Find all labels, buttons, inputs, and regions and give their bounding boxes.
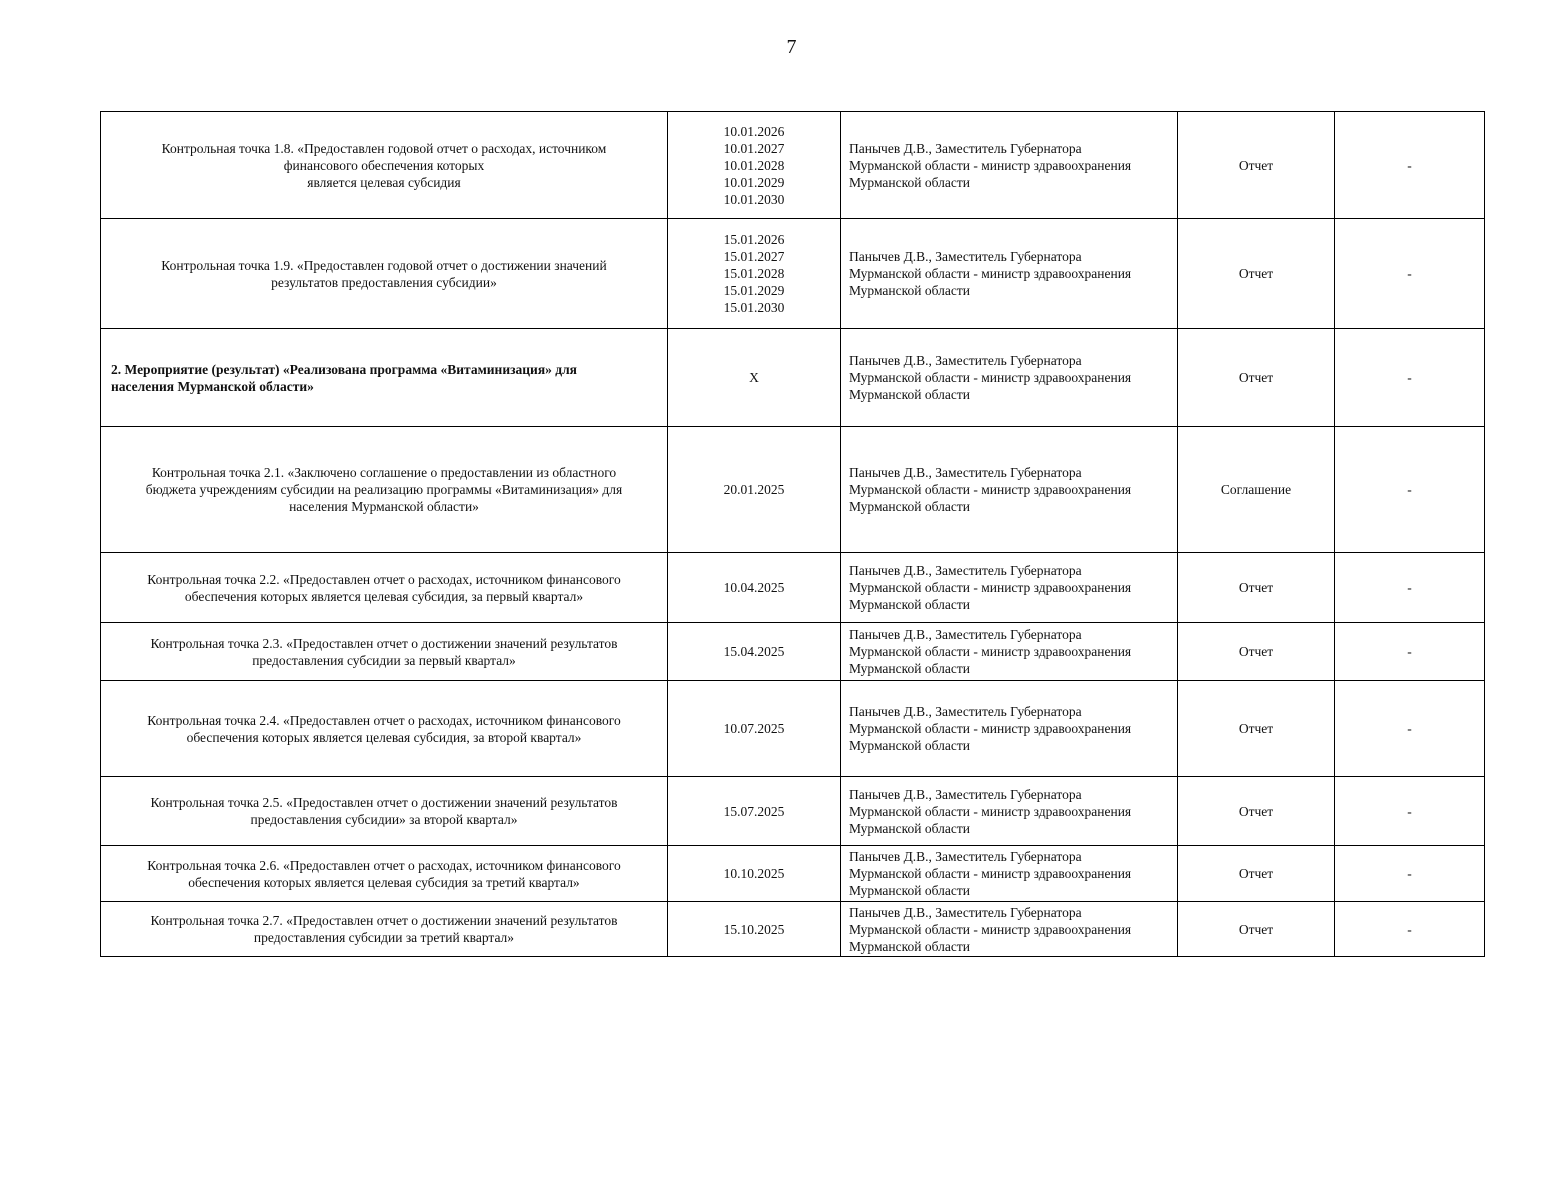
responsible-person-line: Панычев Д.В., Заместитель Губернатора bbox=[849, 140, 1082, 156]
checkpoint-dates-line: 10.04.2025 bbox=[723, 580, 785, 595]
responsible-person bbox=[841, 329, 1178, 427]
checkpoint-name bbox=[101, 553, 668, 623]
checkpoint-name-line: Контрольная точка 2.1. «Заключено соглашение о предоставлении из областного bbox=[151, 465, 617, 480]
table-row bbox=[101, 681, 1485, 777]
checkpoint-name-line: Контрольная точка 2.7. «Предоставлен отчет о достижении значений результатов bbox=[150, 913, 618, 928]
note-cell: - bbox=[1335, 219, 1485, 329]
checkpoint-name-line: Контрольная точка 2.2. «Предоставлен отчет о расходах, источником финансового bbox=[147, 571, 621, 587]
table-row bbox=[101, 427, 1485, 553]
checkpoint-name bbox=[101, 427, 668, 553]
checkpoint-name-line: населения Мурманской области» bbox=[111, 378, 314, 394]
checkpoint-dates-line: X bbox=[749, 370, 759, 385]
checkpoint-name-line: Контрольная точка 2.6. «Предоставлен отчет о расходах, источником финансового bbox=[147, 857, 621, 873]
note-cell: - bbox=[1335, 623, 1485, 681]
responsible-person-line: Мурманской области - министр здравоохранения bbox=[849, 580, 1132, 595]
note-cell: - bbox=[1335, 681, 1485, 777]
responsible-person bbox=[841, 112, 1178, 219]
responsible-person-line: Мурманской области - министр здравоохранения bbox=[849, 921, 1132, 937]
responsible-person-line: Мурманской области - министр здравоохранения bbox=[849, 482, 1132, 497]
checkpoint-dates-line: 15.01.2030 bbox=[723, 300, 785, 315]
checkpoint-name-line: обеспечения которых является целевая субсидия за третий квартал» bbox=[188, 874, 580, 890]
responsible-person bbox=[841, 623, 1178, 681]
checkpoint-dates-line: 10.10.2025 bbox=[723, 866, 785, 881]
responsible-person-line: Мурманской области bbox=[849, 283, 970, 298]
table-row bbox=[101, 902, 1485, 957]
responsible-person-line: Мурманской области bbox=[849, 883, 970, 898]
checkpoint-dates-line: 20.01.2025 bbox=[723, 482, 785, 497]
checkpoint-name-line: 2. Мероприятие (результат) «Реализована программа «Витаминизация» для bbox=[111, 361, 577, 377]
responsible-person-line: Панычев Д.В., Заместитель Губернатора bbox=[849, 563, 1082, 578]
checkpoint-name-line: Контрольная точка 1.9. «Предоставлен годовой отчет о достижении значений bbox=[161, 257, 607, 273]
responsible-person-line: Мурманской области bbox=[849, 820, 970, 836]
checkpoint-dates-line: 15.01.2027 bbox=[723, 249, 785, 264]
checkpoint-dates bbox=[668, 681, 841, 777]
checkpoint-dates-line: 10.01.2028 bbox=[723, 157, 785, 173]
table-row bbox=[101, 777, 1485, 846]
checkpoint-dates bbox=[668, 623, 841, 681]
responsible-person-line: Мурманской области - министр здравоохранения bbox=[849, 370, 1132, 385]
document-type: Отчет bbox=[1178, 902, 1335, 957]
responsible-person-line: Мурманской области bbox=[849, 597, 970, 612]
checkpoint-name bbox=[101, 219, 668, 329]
responsible-person-line: Панычев Д.В., Заместитель Губернатора bbox=[849, 786, 1082, 802]
responsible-person-line: Мурманской области - министр здравоохранения bbox=[849, 266, 1132, 281]
checkpoint-dates-line: 10.01.2029 bbox=[723, 174, 785, 190]
responsible-person bbox=[841, 553, 1178, 623]
checkpoint-dates-line: 15.01.2028 bbox=[723, 266, 785, 281]
checkpoint-name-line: Контрольная точка 1.8. «Предоставлен годовой отчет о расходах, источником bbox=[161, 140, 607, 156]
checkpoint-name-line: предоставления субсидии» за второй квартал» bbox=[250, 812, 518, 827]
responsible-person-line: Панычев Д.В., Заместитель Губернатора bbox=[849, 849, 1082, 864]
checkpoint-dates bbox=[668, 553, 841, 623]
checkpoint-name-line: является целевая субсидия bbox=[307, 174, 461, 190]
responsible-person-line: Мурманской области bbox=[849, 174, 970, 190]
checkpoint-dates bbox=[668, 329, 841, 427]
responsible-person-line: Мурманской области - министр здравоохранения bbox=[849, 644, 1132, 659]
responsible-person-line: Панычев Д.В., Заместитель Губернатора bbox=[849, 465, 1082, 480]
checkpoint-name-line: населения Мурманской области» bbox=[289, 499, 479, 514]
document-type: Отчет bbox=[1178, 112, 1335, 219]
table-row bbox=[101, 329, 1485, 427]
note-cell: - bbox=[1335, 329, 1485, 427]
plan-table bbox=[100, 111, 1485, 957]
checkpoint-dates-line: 10.01.2026 bbox=[723, 123, 785, 139]
checkpoint-name bbox=[101, 902, 668, 957]
responsible-person-line: Мурманской области - министр здравоохранения bbox=[849, 866, 1132, 881]
checkpoint-name-line: Контрольная точка 2.5. «Предоставлен отчет о достижении значений результатов bbox=[150, 795, 618, 810]
document-type: Отчет bbox=[1178, 777, 1335, 846]
responsible-person-line: Мурманской области bbox=[849, 387, 970, 402]
responsible-person bbox=[841, 777, 1178, 846]
responsible-person bbox=[841, 219, 1178, 329]
checkpoint-dates-line: 15.07.2025 bbox=[723, 803, 785, 819]
table-row bbox=[101, 553, 1485, 623]
checkpoint-dates-line: 15.04.2025 bbox=[723, 644, 785, 659]
responsible-person-line: Панычев Д.В., Заместитель Губернатора bbox=[849, 704, 1082, 719]
checkpoint-dates-line: 15.10.2025 bbox=[723, 921, 785, 937]
checkpoint-dates bbox=[668, 219, 841, 329]
checkpoint-dates-line: 10.01.2027 bbox=[723, 140, 785, 156]
checkpoint-dates bbox=[668, 112, 841, 219]
note-cell: - bbox=[1335, 846, 1485, 902]
responsible-person-line: Мурманской области bbox=[849, 661, 970, 676]
note-cell: - bbox=[1335, 902, 1485, 957]
document-type: Отчет bbox=[1178, 553, 1335, 623]
document-type: Отчет bbox=[1178, 329, 1335, 427]
checkpoint-name-line: Контрольная точка 2.4. «Предоставлен отчет о расходах, источником финансового bbox=[147, 712, 621, 728]
checkpoint-name-line: предоставления субсидии за третий квартал» bbox=[253, 930, 515, 945]
checkpoint-dates bbox=[668, 846, 841, 902]
document-type: Отчет bbox=[1178, 623, 1335, 681]
document-type: Отчет bbox=[1178, 681, 1335, 777]
checkpoint-dates-line: 15.01.2029 bbox=[723, 283, 785, 298]
responsible-person bbox=[841, 427, 1178, 553]
responsible-person bbox=[841, 681, 1178, 777]
responsible-person bbox=[841, 846, 1178, 902]
checkpoint-name bbox=[101, 623, 668, 681]
checkpoint-name bbox=[101, 112, 668, 219]
responsible-person-line: Панычев Д.В., Заместитель Губернатора bbox=[849, 904, 1082, 920]
checkpoint-dates-line: 10.01.2030 bbox=[723, 191, 785, 207]
checkpoint-dates-line: 10.07.2025 bbox=[723, 721, 785, 736]
checkpoint-dates bbox=[668, 777, 841, 846]
responsible-person bbox=[841, 902, 1178, 957]
responsible-person-line: Мурманской области - министр здравоохранения bbox=[849, 803, 1132, 819]
checkpoint-name bbox=[101, 681, 668, 777]
note-cell: - bbox=[1335, 777, 1485, 846]
table-row bbox=[101, 112, 1485, 219]
checkpoint-dates-line: 15.01.2026 bbox=[723, 232, 785, 247]
responsible-person-line: Мурманской области - министр здравоохранения bbox=[849, 157, 1132, 173]
responsible-person-line: Панычев Д.В., Заместитель Губернатора bbox=[849, 353, 1082, 368]
responsible-person-line: Мурманской области bbox=[849, 938, 970, 954]
document-type: Отчет bbox=[1178, 219, 1335, 329]
checkpoint-name-line: бюджета учреждениям субсидии на реализацию программы «Витаминизация» для bbox=[145, 482, 623, 497]
checkpoint-dates bbox=[668, 902, 841, 957]
checkpoint-name-line: результатов предоставления субсидии» bbox=[271, 274, 497, 290]
responsible-person-line: Мурманской области - министр здравоохранения bbox=[849, 721, 1132, 736]
checkpoint-name bbox=[101, 329, 668, 427]
page-number: 7 bbox=[786, 36, 797, 58]
document-type: Отчет bbox=[1178, 846, 1335, 902]
table-row bbox=[101, 219, 1485, 329]
document-type: Соглашение bbox=[1178, 427, 1335, 553]
checkpoint-name-line: обеспечения которых является целевая субсидия, за первый квартал» bbox=[184, 588, 584, 604]
plan-table-body bbox=[101, 112, 1485, 957]
table-row bbox=[101, 623, 1485, 681]
responsible-person-line: Мурманской области bbox=[849, 499, 970, 514]
checkpoint-name bbox=[101, 846, 668, 902]
table-row bbox=[101, 846, 1485, 902]
checkpoint-name-line: финансового обеспечения которых bbox=[283, 157, 485, 173]
responsible-person-line: Мурманской области bbox=[849, 738, 970, 753]
checkpoint-name-line: Контрольная точка 2.3. «Предоставлен отчет о достижении значений результатов bbox=[150, 635, 618, 651]
checkpoint-name-line: предоставления субсидии за первый квартал» bbox=[252, 652, 516, 668]
responsible-person-line: Панычев Д.В., Заместитель Губернатора bbox=[849, 627, 1082, 642]
note-cell: - bbox=[1335, 553, 1485, 623]
checkpoint-name bbox=[101, 777, 668, 846]
note-cell: - bbox=[1335, 112, 1485, 219]
checkpoint-dates bbox=[668, 427, 841, 553]
responsible-person-line: Панычев Д.В., Заместитель Губернатора bbox=[849, 249, 1082, 264]
checkpoint-name-line: обеспечения которых является целевая субсидия, за второй квартал» bbox=[186, 729, 582, 745]
note-cell: - bbox=[1335, 427, 1485, 553]
